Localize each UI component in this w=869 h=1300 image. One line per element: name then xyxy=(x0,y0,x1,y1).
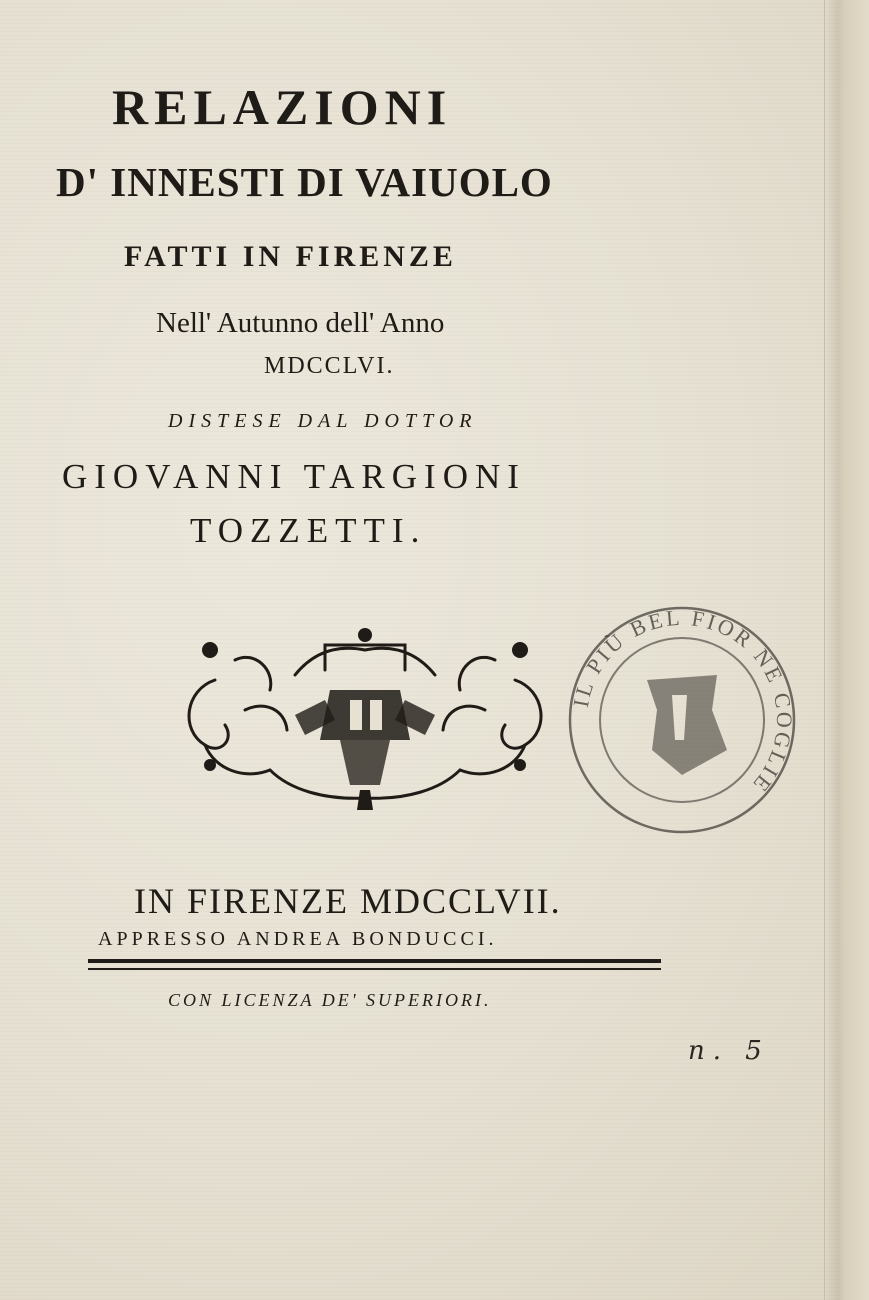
page-edge xyxy=(824,0,869,1300)
stamp-emblem-icon xyxy=(647,675,727,775)
title-line-1: RELAZIONI xyxy=(112,79,453,135)
author-intro: DISTESE DAL DOTTOR xyxy=(168,410,478,432)
title-line-3: FATTI IN FIRENZE xyxy=(124,240,457,273)
license-line: CON LICENZA DE' SUPERIORI. xyxy=(168,990,492,1010)
author-name-line-1: GIOVANNI TARGIONI xyxy=(62,457,526,496)
printers-ornament-icon xyxy=(175,620,555,815)
imprint-line: IN FIRENZE MDCCLVII. xyxy=(134,881,562,921)
double-rule-thick xyxy=(88,959,661,963)
season-line: Nell' Autunno dell' Anno xyxy=(156,307,445,339)
author-name-line-2: TOZZETTI. xyxy=(190,511,427,550)
handwritten-note: n. 5 xyxy=(688,1036,770,1066)
stamp-text: IL PIÙ BEL FIOR NE COGLIE xyxy=(567,604,798,799)
double-rule-thin xyxy=(88,968,661,970)
printer-line: APPRESSO ANDREA BONDUCCI. xyxy=(98,928,498,950)
title-line-2: D' INNESTI DI VAIUOLO xyxy=(56,159,553,205)
year-line: MDCCLVI. xyxy=(264,353,395,379)
library-stamp xyxy=(562,600,802,840)
